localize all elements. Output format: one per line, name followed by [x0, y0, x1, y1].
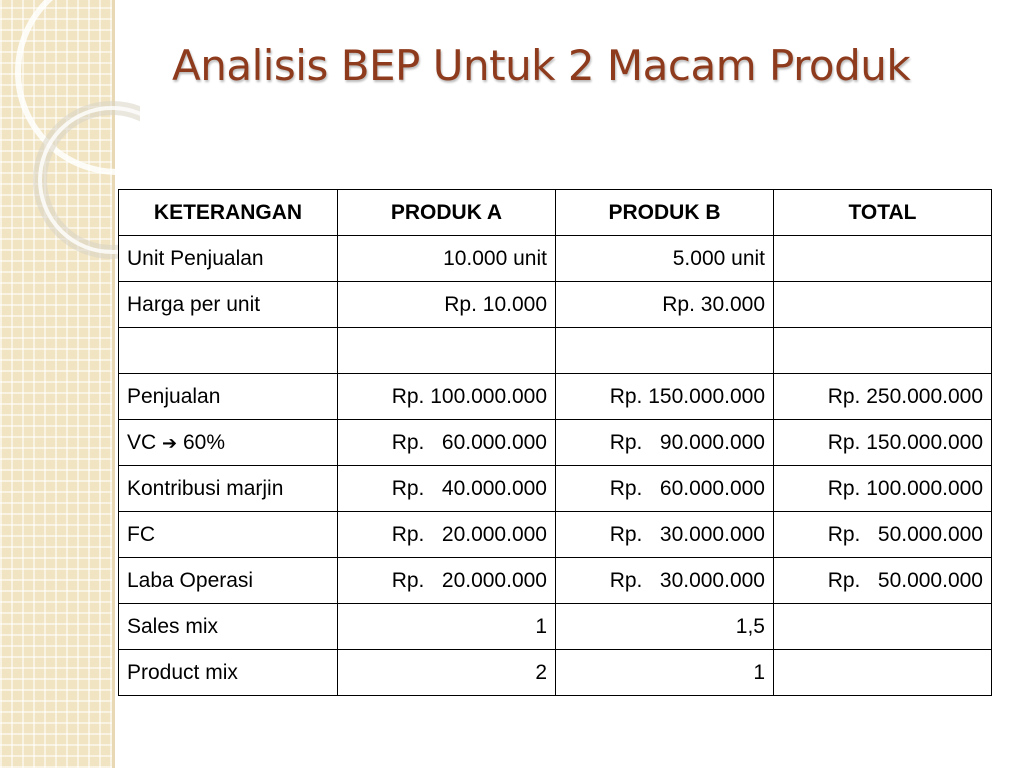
table-row: [119, 604, 992, 650]
row-label: [119, 328, 338, 374]
cell-produk-b: Rp. 90.000.000: [556, 420, 774, 466]
cell-produk-a: Rp. 100.000.000: [338, 374, 556, 420]
cell-produk-a: Rp. 60.000.000: [338, 420, 556, 466]
header-produk-a: PRODUK A: [338, 190, 556, 236]
cell-total: Rp. 50.000.000: [774, 512, 992, 558]
cell-total: [774, 650, 992, 696]
row-label: FC: [119, 512, 338, 558]
row-label: Laba Operasi: [119, 558, 338, 604]
row-label: Kontribusi marjin: [119, 466, 338, 512]
cell-produk-b: 1,5: [556, 604, 774, 650]
row-label: Unit Penjualan: [119, 236, 338, 282]
row-label: Penjualan: [119, 374, 338, 420]
table-row: [119, 236, 992, 282]
vc-percent: 60%: [182, 430, 225, 454]
row-label: Harga per unit: [119, 282, 338, 328]
cell-total: [774, 328, 992, 374]
arrow-right-icon: ➔: [162, 432, 178, 454]
cell-produk-b: Rp. 30.000: [556, 282, 774, 328]
table-row: [119, 466, 992, 512]
vc-label: VC: [127, 430, 157, 454]
table-row: [119, 420, 992, 466]
cell-produk-a: [338, 328, 556, 374]
cell-produk-a: Rp. 20.000.000: [338, 558, 556, 604]
cell-produk-b: Rp. 30.000.000: [556, 512, 774, 558]
cell-total: [774, 236, 992, 282]
cell-total: [774, 282, 992, 328]
cell-produk-a: 1: [338, 604, 556, 650]
cell-produk-b: Rp. 30.000.000: [556, 558, 774, 604]
header-keterangan: KETERANGAN: [119, 190, 338, 236]
row-label: Sales mix: [119, 604, 338, 650]
cell-produk-a: 10.000 unit: [338, 236, 556, 282]
cell-produk-b: 5.000 unit: [556, 236, 774, 282]
table-row: [119, 650, 992, 696]
cell-produk-b: 1: [556, 650, 774, 696]
bep-table: [118, 189, 992, 696]
cell-produk-b: [556, 328, 774, 374]
table-row-empty: [119, 328, 992, 374]
cell-total: Rp. 250.000.000: [774, 374, 992, 420]
table-row: [119, 374, 992, 420]
table-row: [119, 558, 992, 604]
row-label-vc: [119, 420, 338, 466]
cell-produk-a: 2: [338, 650, 556, 696]
cell-total: Rp. 150.000.000: [774, 420, 992, 466]
row-label: Product mix: [119, 650, 338, 696]
cell-produk-a: Rp. 10.000: [338, 282, 556, 328]
header-produk-b: PRODUK B: [556, 190, 774, 236]
cell-produk-b: Rp. 60.000.000: [556, 466, 774, 512]
slide-title: Analisis BEP Untuk 2 Macam Produk: [172, 41, 911, 90]
cell-produk-b: Rp. 150.000.000: [556, 374, 774, 420]
cell-total: Rp. 50.000.000: [774, 558, 992, 604]
table-header-row: [119, 190, 992, 236]
cell-total: Rp. 100.000.000: [774, 466, 992, 512]
cell-total: [774, 604, 992, 650]
cell-produk-a: Rp. 20.000.000: [338, 512, 556, 558]
cell-produk-a: Rp. 40.000.000: [338, 466, 556, 512]
table-row: [119, 512, 992, 558]
table-row: [119, 282, 992, 328]
header-total: TOTAL: [774, 190, 992, 236]
